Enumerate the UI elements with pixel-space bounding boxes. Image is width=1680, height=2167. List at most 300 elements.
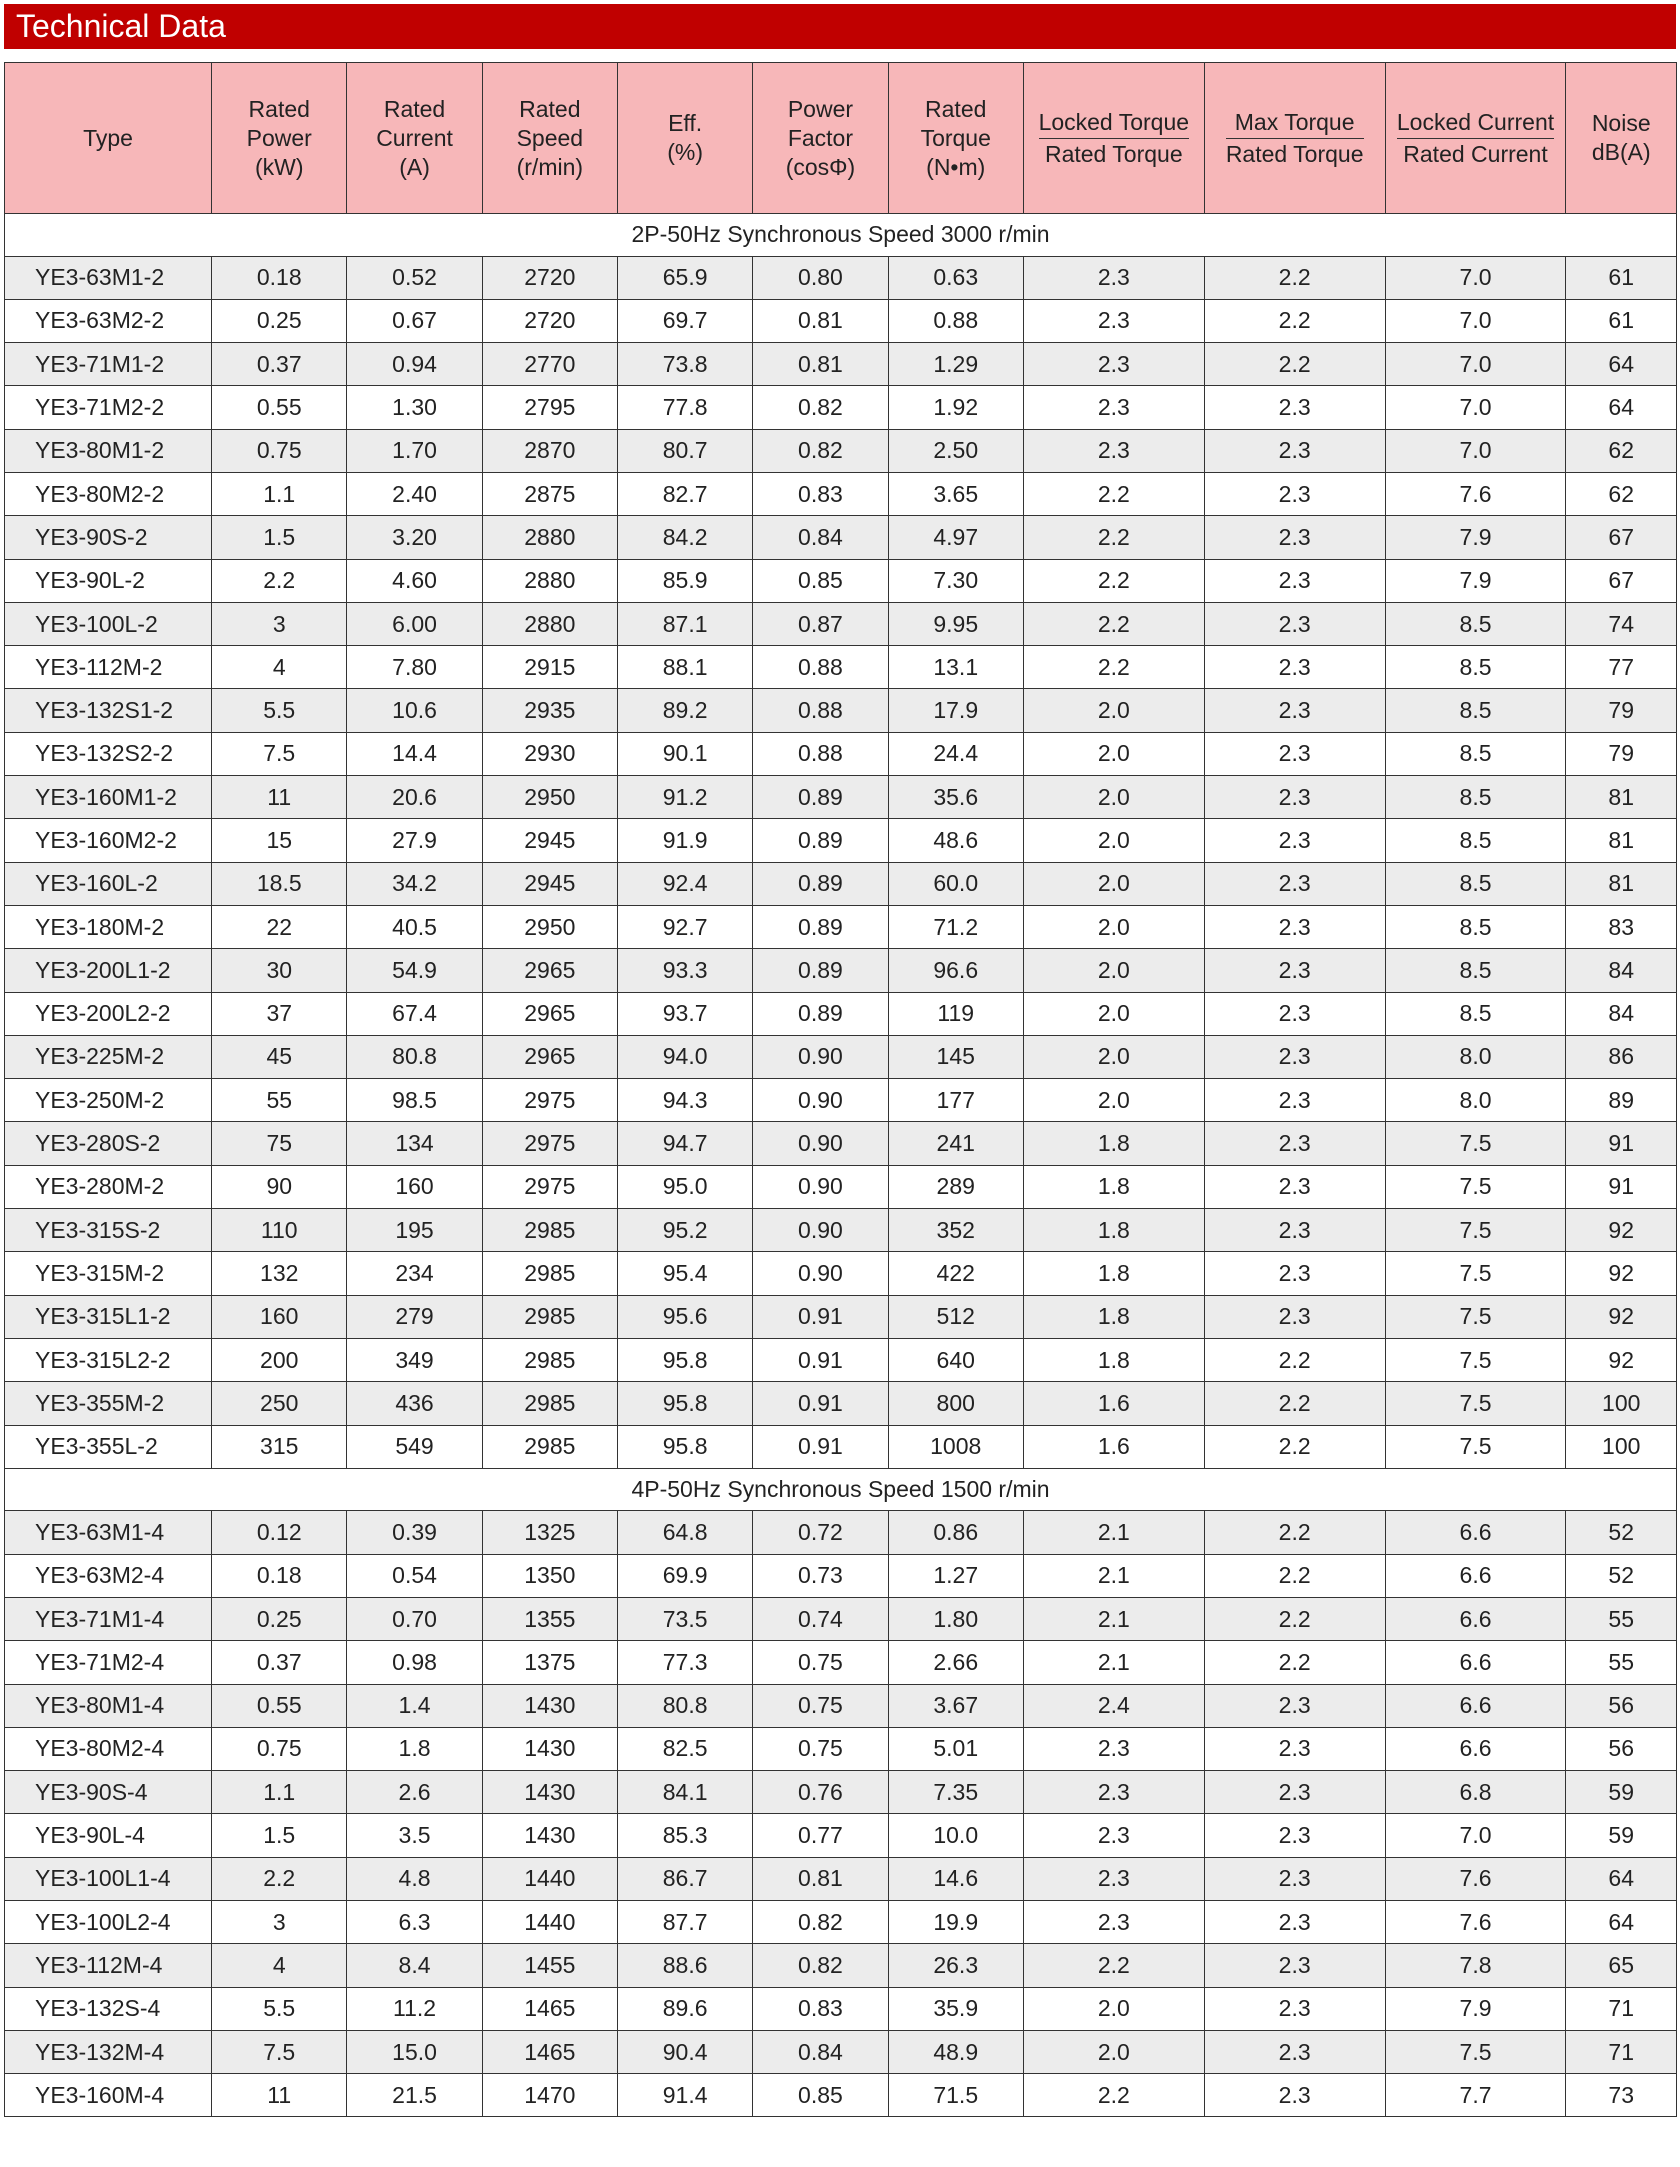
cell-efficiency: 94.0 — [617, 1035, 752, 1078]
cell-locked-current-ratio: 8.5 — [1385, 949, 1566, 992]
cell-rated-power: 160 — [212, 1295, 347, 1338]
cell-rated-torque: 14.6 — [888, 1857, 1023, 1900]
cell-locked-current-ratio: 8.5 — [1385, 819, 1566, 862]
cell-max-torque-ratio: 2.3 — [1204, 1857, 1385, 1900]
cell-locked-torque-ratio: 1.8 — [1023, 1252, 1204, 1295]
cell-rated-power: 0.37 — [212, 1641, 347, 1684]
cell-rated-speed: 1430 — [482, 1727, 617, 1770]
cell-rated-torque: 422 — [888, 1252, 1023, 1295]
cell-type: YE3-355M-2 — [5, 1382, 212, 1425]
cell-locked-torque-ratio: 1.6 — [1023, 1425, 1204, 1468]
cell-efficiency: 95.8 — [617, 1425, 752, 1468]
cell-rated-speed: 2880 — [482, 516, 617, 559]
cell-efficiency: 82.7 — [617, 472, 752, 515]
cell-rated-power: 7.5 — [212, 732, 347, 775]
cell-max-torque-ratio: 2.3 — [1204, 776, 1385, 819]
cell-locked-torque-ratio: 2.3 — [1023, 429, 1204, 472]
cell-locked-current-ratio: 7.5 — [1385, 1122, 1566, 1165]
table-row — [5, 732, 1677, 775]
cell-max-torque-ratio: 2.3 — [1204, 1295, 1385, 1338]
cell-power-factor: 0.88 — [753, 689, 888, 732]
cell-rated-current: 27.9 — [347, 819, 482, 862]
cell-rated-power: 0.75 — [212, 1727, 347, 1770]
cell-power-factor: 0.90 — [753, 1079, 888, 1122]
cell-locked-current-ratio: 6.6 — [1385, 1554, 1566, 1597]
cell-rated-power: 90 — [212, 1165, 347, 1208]
cell-rated-torque: 512 — [888, 1295, 1023, 1338]
cell-noise: 64 — [1566, 386, 1677, 429]
table-row — [5, 905, 1677, 948]
cell-rated-current: 6.00 — [347, 602, 482, 645]
cell-locked-current-ratio: 7.5 — [1385, 2030, 1566, 2073]
cell-rated-power: 11 — [212, 2074, 347, 2117]
cell-type: YE3-90L-4 — [5, 1814, 212, 1857]
cell-type: YE3-100L1-4 — [5, 1857, 212, 1900]
cell-power-factor: 0.90 — [753, 1209, 888, 1252]
cell-rated-current: 234 — [347, 1252, 482, 1295]
cell-rated-power: 55 — [212, 1079, 347, 1122]
cell-efficiency: 88.1 — [617, 646, 752, 689]
cell-power-factor: 0.72 — [753, 1511, 888, 1554]
cell-power-factor: 0.90 — [753, 1165, 888, 1208]
cell-rated-torque: 1.29 — [888, 343, 1023, 386]
cell-rated-current: 10.6 — [347, 689, 482, 732]
table-row — [5, 776, 1677, 819]
table-row — [5, 1771, 1677, 1814]
cell-power-factor: 0.90 — [753, 1252, 888, 1295]
cell-type: YE3-315S-2 — [5, 1209, 212, 1252]
cell-efficiency: 91.2 — [617, 776, 752, 819]
cell-rated-current: 80.8 — [347, 1035, 482, 1078]
cell-locked-current-ratio: 7.9 — [1385, 516, 1566, 559]
cell-locked-current-ratio: 6.6 — [1385, 1727, 1566, 1770]
header-locked-current-ratio: $\frac{\text{Locked Current}}{\text{Rated Current}}$ — [1385, 63, 1566, 214]
cell-max-torque-ratio: 2.2 — [1204, 1338, 1385, 1381]
table-row — [5, 602, 1677, 645]
cell-max-torque-ratio: 2.3 — [1204, 1944, 1385, 1987]
cell-locked-torque-ratio: 2.1 — [1023, 1597, 1204, 1640]
cell-locked-torque-ratio: 2.2 — [1023, 559, 1204, 602]
table-row — [5, 646, 1677, 689]
cell-rated-torque: 7.30 — [888, 559, 1023, 602]
cell-max-torque-ratio: 2.2 — [1204, 343, 1385, 386]
cell-rated-current: 54.9 — [347, 949, 482, 992]
page-title: Technical Data — [4, 4, 1676, 49]
cell-max-torque-ratio: 2.3 — [1204, 2074, 1385, 2117]
cell-rated-torque: 2.66 — [888, 1641, 1023, 1684]
cell-noise: 65 — [1566, 1944, 1677, 1987]
cell-rated-torque: 35.6 — [888, 776, 1023, 819]
cell-efficiency: 86.7 — [617, 1857, 752, 1900]
table-row — [5, 1641, 1677, 1684]
section-header-row — [5, 1468, 1677, 1511]
cell-rated-speed: 2975 — [482, 1079, 617, 1122]
cell-rated-torque: 9.95 — [888, 602, 1023, 645]
cell-max-torque-ratio: 2.3 — [1204, 819, 1385, 862]
cell-locked-torque-ratio: 2.1 — [1023, 1641, 1204, 1684]
cell-max-torque-ratio: 2.3 — [1204, 429, 1385, 472]
cell-power-factor: 0.84 — [753, 516, 888, 559]
cell-noise: 92 — [1566, 1295, 1677, 1338]
cell-rated-speed: 2975 — [482, 1165, 617, 1208]
cell-efficiency: 73.8 — [617, 343, 752, 386]
cell-type: YE3-71M2-2 — [5, 386, 212, 429]
cell-type: YE3-71M2-4 — [5, 1641, 212, 1684]
cell-rated-current: 0.94 — [347, 343, 482, 386]
cell-locked-current-ratio: 7.9 — [1385, 1987, 1566, 2030]
cell-noise: 92 — [1566, 1252, 1677, 1295]
cell-type: YE3-80M2-4 — [5, 1727, 212, 1770]
table-row — [5, 819, 1677, 862]
cell-type: YE3-80M2-2 — [5, 472, 212, 515]
cell-efficiency: 89.6 — [617, 1987, 752, 2030]
cell-efficiency: 77.8 — [617, 386, 752, 429]
cell-rated-speed: 2935 — [482, 689, 617, 732]
cell-locked-current-ratio: 8.5 — [1385, 732, 1566, 775]
cell-locked-current-ratio: 7.5 — [1385, 1425, 1566, 1468]
cell-max-torque-ratio: 2.3 — [1204, 1165, 1385, 1208]
cell-locked-torque-ratio: 2.2 — [1023, 2074, 1204, 2117]
header-noise: Noise dB(A) — [1566, 63, 1677, 214]
cell-noise: 52 — [1566, 1554, 1677, 1597]
cell-noise: 79 — [1566, 689, 1677, 732]
cell-type: YE3-200L1-2 — [5, 949, 212, 992]
cell-noise: 52 — [1566, 1511, 1677, 1554]
cell-noise: 84 — [1566, 992, 1677, 1035]
cell-rated-torque: 800 — [888, 1382, 1023, 1425]
cell-locked-torque-ratio: 2.4 — [1023, 1684, 1204, 1727]
cell-rated-speed: 2945 — [482, 819, 617, 862]
cell-noise: 92 — [1566, 1209, 1677, 1252]
cell-power-factor: 0.91 — [753, 1382, 888, 1425]
cell-rated-current: 0.54 — [347, 1554, 482, 1597]
cell-locked-torque-ratio: 2.0 — [1023, 905, 1204, 948]
cell-noise: 56 — [1566, 1684, 1677, 1727]
cell-rated-power: 0.18 — [212, 256, 347, 299]
cell-noise: 61 — [1566, 299, 1677, 342]
cell-rated-current: 0.70 — [347, 1597, 482, 1640]
cell-rated-current: 0.67 — [347, 299, 482, 342]
cell-locked-current-ratio: 7.8 — [1385, 1944, 1566, 1987]
cell-locked-current-ratio: 7.5 — [1385, 1252, 1566, 1295]
cell-noise: 71 — [1566, 1987, 1677, 2030]
cell-rated-power: 0.37 — [212, 343, 347, 386]
cell-rated-torque: 7.35 — [888, 1771, 1023, 1814]
cell-rated-power: 30 — [212, 949, 347, 992]
cell-efficiency: 95.6 — [617, 1295, 752, 1338]
cell-type: YE3-160M2-2 — [5, 819, 212, 862]
header-efficiency: Eff. (%) — [617, 63, 752, 214]
cell-efficiency: 85.3 — [617, 1814, 752, 1857]
cell-locked-torque-ratio: 2.3 — [1023, 1727, 1204, 1770]
cell-efficiency: 92.4 — [617, 862, 752, 905]
cell-noise: 64 — [1566, 343, 1677, 386]
cell-locked-current-ratio: 8.5 — [1385, 776, 1566, 819]
cell-type: YE3-112M-2 — [5, 646, 212, 689]
cell-noise: 64 — [1566, 1900, 1677, 1943]
cell-rated-speed: 2880 — [482, 602, 617, 645]
cell-efficiency: 90.1 — [617, 732, 752, 775]
cell-rated-speed: 1325 — [482, 1511, 617, 1554]
cell-rated-current: 11.2 — [347, 1987, 482, 2030]
cell-locked-torque-ratio: 2.2 — [1023, 602, 1204, 645]
table-row — [5, 1900, 1677, 1943]
cell-locked-torque-ratio: 2.3 — [1023, 299, 1204, 342]
cell-efficiency: 89.2 — [617, 689, 752, 732]
cell-rated-speed: 2965 — [482, 1035, 617, 1078]
cell-rated-speed: 2975 — [482, 1122, 617, 1165]
cell-type: YE3-63M1-4 — [5, 1511, 212, 1554]
cell-efficiency: 69.9 — [617, 1554, 752, 1597]
cell-power-factor: 0.81 — [753, 299, 888, 342]
cell-power-factor: 0.82 — [753, 1944, 888, 1987]
cell-rated-torque: 177 — [888, 1079, 1023, 1122]
cell-type: YE3-63M2-2 — [5, 299, 212, 342]
cell-type: YE3-280M-2 — [5, 1165, 212, 1208]
cell-rated-speed: 2950 — [482, 776, 617, 819]
cell-locked-torque-ratio: 2.3 — [1023, 256, 1204, 299]
cell-noise: 71 — [1566, 2030, 1677, 2073]
cell-efficiency: 85.9 — [617, 559, 752, 602]
cell-rated-torque: 17.9 — [888, 689, 1023, 732]
cell-max-torque-ratio: 2.3 — [1204, 732, 1385, 775]
cell-type: YE3-225M-2 — [5, 1035, 212, 1078]
cell-noise: 73 — [1566, 2074, 1677, 2117]
cell-locked-current-ratio: 7.5 — [1385, 1209, 1566, 1252]
cell-locked-torque-ratio: 2.3 — [1023, 1814, 1204, 1857]
cell-locked-current-ratio: 8.5 — [1385, 905, 1566, 948]
cell-rated-speed: 1350 — [482, 1554, 617, 1597]
cell-rated-current: 549 — [347, 1425, 482, 1468]
cell-max-torque-ratio: 2.2 — [1204, 1425, 1385, 1468]
cell-power-factor: 0.77 — [753, 1814, 888, 1857]
cell-max-torque-ratio: 2.2 — [1204, 256, 1385, 299]
cell-efficiency: 88.6 — [617, 1944, 752, 1987]
cell-rated-current: 4.8 — [347, 1857, 482, 1900]
cell-rated-power: 1.1 — [212, 1771, 347, 1814]
cell-efficiency: 94.3 — [617, 1079, 752, 1122]
cell-max-torque-ratio: 2.3 — [1204, 992, 1385, 1035]
cell-locked-torque-ratio: 1.8 — [1023, 1295, 1204, 1338]
cell-rated-current: 279 — [347, 1295, 482, 1338]
cell-rated-torque: 119 — [888, 992, 1023, 1035]
table-row — [5, 516, 1677, 559]
table-row — [5, 299, 1677, 342]
cell-type: YE3-250M-2 — [5, 1079, 212, 1122]
cell-locked-current-ratio: 8.5 — [1385, 992, 1566, 1035]
cell-max-torque-ratio: 2.3 — [1204, 1684, 1385, 1727]
cell-rated-torque: 1.80 — [888, 1597, 1023, 1640]
cell-efficiency: 80.7 — [617, 429, 752, 472]
cell-max-torque-ratio: 2.3 — [1204, 1987, 1385, 2030]
cell-rated-power: 132 — [212, 1252, 347, 1295]
table-row — [5, 1554, 1677, 1597]
section-title: 4P-50Hz Synchronous Speed 1500 r/min — [5, 1468, 1677, 1511]
cell-power-factor: 0.75 — [753, 1641, 888, 1684]
cell-rated-current: 67.4 — [347, 992, 482, 1035]
cell-locked-torque-ratio: 2.0 — [1023, 1079, 1204, 1122]
cell-locked-torque-ratio: 2.0 — [1023, 819, 1204, 862]
cell-rated-power: 4 — [212, 646, 347, 689]
cell-rated-torque: 2.50 — [888, 429, 1023, 472]
table-row — [5, 1382, 1677, 1425]
cell-noise: 84 — [1566, 949, 1677, 992]
cell-rated-speed: 2985 — [482, 1382, 617, 1425]
cell-type: YE3-315L1-2 — [5, 1295, 212, 1338]
cell-noise: 64 — [1566, 1857, 1677, 1900]
table-row — [5, 1727, 1677, 1770]
cell-rated-speed: 1355 — [482, 1597, 617, 1640]
cell-type: YE3-71M1-2 — [5, 343, 212, 386]
cell-rated-torque: 3.65 — [888, 472, 1023, 515]
cell-rated-current: 0.39 — [347, 1511, 482, 1554]
cell-power-factor: 0.89 — [753, 819, 888, 862]
cell-efficiency: 77.3 — [617, 1641, 752, 1684]
cell-rated-torque: 13.1 — [888, 646, 1023, 689]
cell-power-factor: 0.84 — [753, 2030, 888, 2073]
cell-rated-speed: 1440 — [482, 1857, 617, 1900]
cell-rated-current: 160 — [347, 1165, 482, 1208]
cell-noise: 79 — [1566, 732, 1677, 775]
cell-power-factor: 0.88 — [753, 646, 888, 689]
cell-type: YE3-132S-4 — [5, 1987, 212, 2030]
cell-efficiency: 95.2 — [617, 1209, 752, 1252]
cell-efficiency: 82.5 — [617, 1727, 752, 1770]
cell-efficiency: 64.8 — [617, 1511, 752, 1554]
cell-locked-torque-ratio: 1.8 — [1023, 1165, 1204, 1208]
cell-max-torque-ratio: 2.3 — [1204, 1814, 1385, 1857]
cell-locked-current-ratio: 7.0 — [1385, 299, 1566, 342]
cell-locked-torque-ratio: 2.0 — [1023, 992, 1204, 1035]
cell-rated-speed: 1470 — [482, 2074, 617, 2117]
cell-rated-speed: 2950 — [482, 905, 617, 948]
cell-rated-torque: 3.67 — [888, 1684, 1023, 1727]
cell-noise: 83 — [1566, 905, 1677, 948]
header-max-torque-ratio: $\frac{\text{Max Torque}}{\text{Rated Torque}}$ — [1204, 63, 1385, 214]
table-row — [5, 1857, 1677, 1900]
cell-rated-current: 2.40 — [347, 472, 482, 515]
cell-rated-power: 37 — [212, 992, 347, 1035]
cell-locked-current-ratio: 6.6 — [1385, 1511, 1566, 1554]
cell-type: YE3-132M-4 — [5, 2030, 212, 2073]
cell-type: YE3-132S1-2 — [5, 689, 212, 732]
header-rated-speed: Rated Speed (r/min) — [482, 63, 617, 214]
cell-rated-speed: 1465 — [482, 1987, 617, 2030]
cell-efficiency: 93.7 — [617, 992, 752, 1035]
cell-max-torque-ratio: 2.3 — [1204, 949, 1385, 992]
cell-efficiency: 95.0 — [617, 1165, 752, 1208]
cell-power-factor: 0.87 — [753, 602, 888, 645]
cell-rated-torque: 35.9 — [888, 1987, 1023, 2030]
cell-rated-torque: 5.01 — [888, 1727, 1023, 1770]
cell-noise: 59 — [1566, 1771, 1677, 1814]
table-row — [5, 689, 1677, 732]
cell-locked-torque-ratio: 2.0 — [1023, 776, 1204, 819]
cell-rated-current: 1.70 — [347, 429, 482, 472]
cell-noise: 100 — [1566, 1425, 1677, 1468]
cell-efficiency: 69.7 — [617, 299, 752, 342]
cell-rated-power: 1.1 — [212, 472, 347, 515]
cell-max-torque-ratio: 2.3 — [1204, 1035, 1385, 1078]
cell-locked-current-ratio: 7.0 — [1385, 1814, 1566, 1857]
technical-data-table — [4, 62, 1677, 2117]
cell-rated-power: 0.55 — [212, 1684, 347, 1727]
cell-locked-torque-ratio: 1.6 — [1023, 1382, 1204, 1425]
cell-noise: 89 — [1566, 1079, 1677, 1122]
table-row — [5, 862, 1677, 905]
header-rated-current: Rated Current (A) — [347, 63, 482, 214]
cell-power-factor: 0.82 — [753, 429, 888, 472]
cell-efficiency: 87.1 — [617, 602, 752, 645]
cell-locked-current-ratio: 7.5 — [1385, 1295, 1566, 1338]
cell-rated-speed: 2965 — [482, 992, 617, 1035]
cell-type: YE3-63M1-2 — [5, 256, 212, 299]
cell-noise: 61 — [1566, 256, 1677, 299]
cell-type: YE3-90L-2 — [5, 559, 212, 602]
cell-locked-current-ratio: 8.5 — [1385, 862, 1566, 905]
cell-locked-current-ratio: 7.5 — [1385, 1382, 1566, 1425]
cell-rated-current: 1.8 — [347, 1727, 482, 1770]
cell-rated-torque: 640 — [888, 1338, 1023, 1381]
table-row — [5, 1511, 1677, 1554]
cell-locked-torque-ratio: 2.0 — [1023, 1987, 1204, 2030]
cell-rated-current: 6.3 — [347, 1900, 482, 1943]
cell-rated-torque: 48.9 — [888, 2030, 1023, 2073]
cell-locked-current-ratio: 7.5 — [1385, 1338, 1566, 1381]
cell-max-torque-ratio: 2.3 — [1204, 1727, 1385, 1770]
cell-type: YE3-132S2-2 — [5, 732, 212, 775]
cell-noise: 67 — [1566, 516, 1677, 559]
table-row — [5, 1814, 1677, 1857]
cell-rated-power: 0.25 — [212, 299, 347, 342]
cell-locked-torque-ratio: 2.0 — [1023, 949, 1204, 992]
cell-rated-torque: 1.27 — [888, 1554, 1023, 1597]
cell-noise: 81 — [1566, 819, 1677, 862]
cell-power-factor: 0.90 — [753, 1122, 888, 1165]
cell-type: YE3-90S-2 — [5, 516, 212, 559]
cell-max-torque-ratio: 2.3 — [1204, 2030, 1385, 2073]
cell-rated-current: 21.5 — [347, 2074, 482, 2117]
cell-rated-torque: 26.3 — [888, 1944, 1023, 1987]
cell-locked-torque-ratio: 2.0 — [1023, 732, 1204, 775]
cell-rated-torque: 24.4 — [888, 732, 1023, 775]
cell-rated-torque: 4.97 — [888, 516, 1023, 559]
cell-locked-current-ratio: 7.6 — [1385, 472, 1566, 515]
cell-rated-torque: 71.2 — [888, 905, 1023, 948]
table-row — [5, 1209, 1677, 1252]
cell-max-torque-ratio: 2.3 — [1204, 1252, 1385, 1295]
cell-power-factor: 0.91 — [753, 1295, 888, 1338]
cell-power-factor: 0.81 — [753, 343, 888, 386]
cell-efficiency: 92.7 — [617, 905, 752, 948]
cell-efficiency: 90.4 — [617, 2030, 752, 2073]
cell-rated-speed: 2930 — [482, 732, 617, 775]
cell-rated-power: 5.5 — [212, 689, 347, 732]
cell-locked-torque-ratio: 1.8 — [1023, 1209, 1204, 1252]
cell-max-torque-ratio: 2.3 — [1204, 646, 1385, 689]
cell-type: YE3-315M-2 — [5, 1252, 212, 1295]
cell-type: YE3-280S-2 — [5, 1122, 212, 1165]
table-row — [5, 1295, 1677, 1338]
cell-rated-power: 18.5 — [212, 862, 347, 905]
cell-rated-speed: 2985 — [482, 1425, 617, 1468]
cell-noise: 91 — [1566, 1165, 1677, 1208]
cell-locked-current-ratio: 7.9 — [1385, 559, 1566, 602]
cell-locked-current-ratio: 6.6 — [1385, 1597, 1566, 1640]
cell-rated-power: 22 — [212, 905, 347, 948]
cell-rated-power: 45 — [212, 1035, 347, 1078]
cell-power-factor: 0.83 — [753, 472, 888, 515]
